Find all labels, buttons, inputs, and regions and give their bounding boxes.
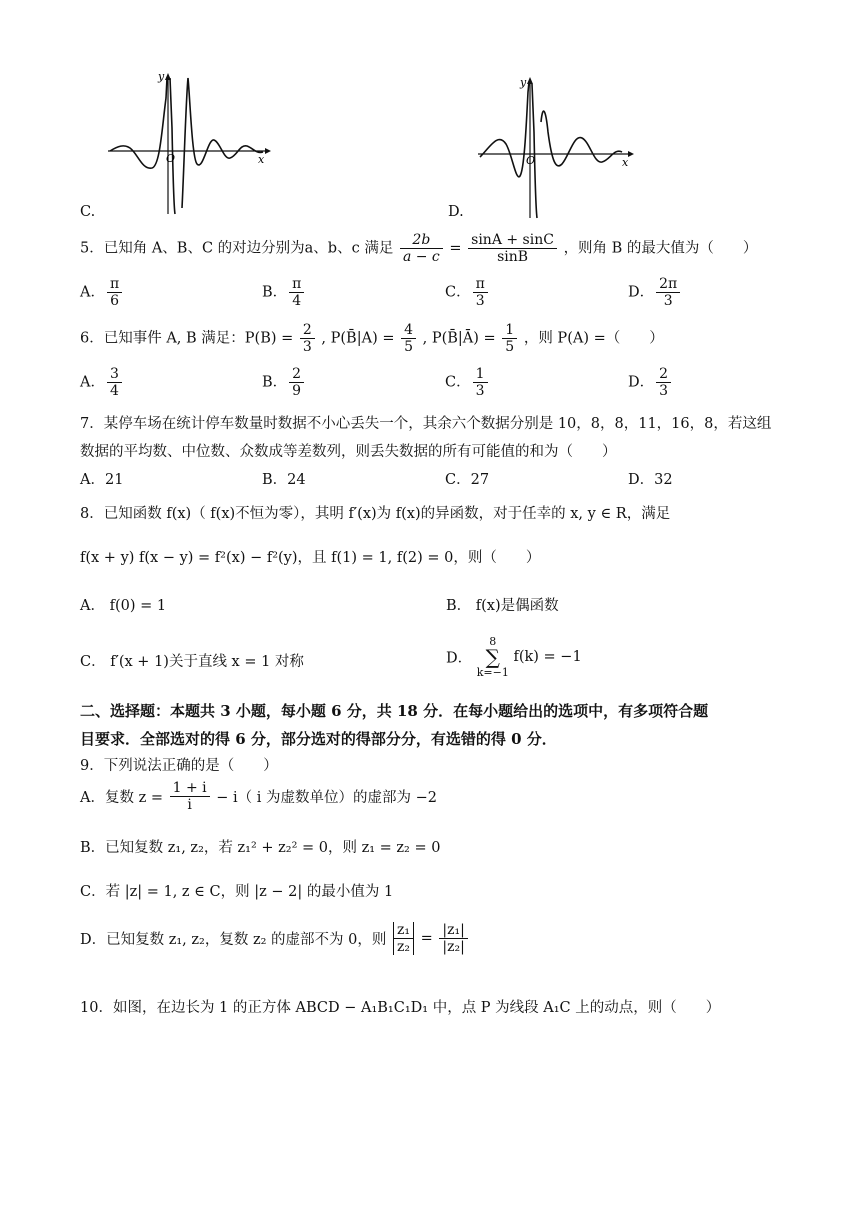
q5-frac1: $\frac{2b}{a - c}$: [400, 232, 443, 265]
q8-option-d-label: D．: [446, 650, 473, 667]
q6-option-d: D． $\frac{2}{3}$: [628, 366, 673, 399]
q7-option-a: A．21: [80, 472, 124, 488]
q9-option-c: C．若 |z| = 1, z ∈ C，则 |z − 2| 的最小值为 1: [80, 884, 394, 900]
q6-option-c: C． $\frac{1}{3}$: [445, 366, 490, 399]
q7-line1: 7．某停车场在统计停车数量时数据不小心丢失一个，其余六个数据分别是 10，8，8，11，16，8，若这组: [80, 416, 772, 432]
axis-x-label: x: [622, 156, 629, 169]
q9-option-a: A．复数 z = $\frac{1 + i}{i}$ − i（ i 为虚数单位）的虚部为 −2: [80, 780, 437, 814]
q6-option-a: A． $\frac{3}{4}$: [80, 366, 124, 399]
origin-label: O: [166, 152, 176, 165]
q9-stem: 9．下列说法正确的是（ ）: [80, 758, 278, 774]
q5-option-d: D． $\frac{2\pi}{3}$: [628, 276, 682, 309]
section2-line1: 二、选择题：本题共 3 小题，每小题 6 分，共 18 分．在每小题给出的选项中，有多项符合题: [80, 702, 709, 720]
sum-symbol: 8 ∑ k=−1: [476, 635, 509, 679]
q9-option-b: B．已知复数 z₁, z₂，若 z₁² + z₂² = 0，则 z₁ = z₂ = 0: [80, 840, 441, 856]
origin-label: O: [526, 154, 536, 167]
option-c-label: C.: [80, 204, 96, 220]
q10-stem: 10．如图，在边长为 1 的正方体 ABCD − A₁B₁C₁D₁ 中，点 P 为线段 A₁C 上的动点，则（ ）: [80, 1000, 721, 1016]
q7-line2: 数据的平均数、中位数、众数成等差数列，则丢失数据的所有可能值的和为（ ）: [80, 444, 617, 460]
curve: [110, 78, 263, 214]
axis-y-label: y: [158, 70, 165, 83]
q5-stem: [80, 232, 757, 265]
q7-option-c: C．27: [445, 472, 490, 488]
q5-stem-b: ，则角 B 的最大值为（ ）: [563, 240, 758, 257]
q6-option-b: B． $\frac{2}{9}$: [262, 366, 306, 399]
q8-option-c: C． f′(x + 1)关于直线 x = 1 对称: [80, 654, 304, 670]
graph-option-d: [470, 72, 640, 222]
graph-option-c: [100, 68, 275, 218]
q8-option-d-expr: f(k) = −1: [513, 649, 582, 665]
q9-option-d: D．已知复数 z₁, z₂，复数 z₂ 的虚部不为 0，则 $\frac{\text{z₁}}{\text{z₂}}$ = $\frac{\text{|z₁|}}{\text{|z₂|}}$: [80, 922, 470, 955]
q5-eq: =: [449, 240, 462, 257]
axis-x-label: x: [258, 153, 265, 166]
q8-option-a: A． f(0) = 1: [80, 598, 167, 614]
q6-stem: 6．已知事件 A, B 满足：P(B) = $\frac{2}{3}$ , P(B̄|A) = $\frac{4}{5}$ , P(B̄|Ā) = $\frac{1}{5}$ ，则 P(A) =（ ）: [80, 322, 664, 356]
q5-option-a: A． $\frac{\pi}{6}$: [80, 276, 124, 309]
axis-y-label: y: [520, 76, 527, 89]
q5-option-b: B． $\frac{\pi}{4}$: [262, 276, 306, 309]
q8-option-d: [446, 636, 582, 678]
option-d-label: D.: [448, 204, 464, 220]
q8-line2: f(x + y) f(x − y) = f²(x) − f²(y)，且 f(1) = 1, f(2) = 0，则（ ）: [80, 550, 541, 566]
q7-option-b: B．24: [262, 472, 306, 488]
x-axis-arrow: [265, 148, 271, 154]
q7-option-d: D．32: [628, 472, 673, 488]
q8-option-b: B． f(x)是偶函数: [446, 598, 559, 614]
q5-stem-a: 5．已知角 A、B、C 的对边分别为a、b、c 满足: [80, 240, 394, 257]
q5-frac2: $\frac{\sin A + \sin C}{\sin B}$: [468, 232, 557, 265]
x-axis-arrow: [628, 151, 634, 157]
y-axis-arrow: [527, 77, 533, 84]
q5-option-c: C． $\frac{\pi}{3}$: [445, 276, 490, 309]
curve: [480, 82, 622, 218]
section2-line2: 目要求．全部选对的得 6 分，部分选对的得部分分，有选错的得 0 分．: [80, 730, 557, 748]
q8-line1: 8．已知函数 f(x)（ f(x)不恒为零），其明 f′(x)为 f(x)的异函数，对于任幸的 x, y ∈ R，满足: [80, 506, 671, 522]
